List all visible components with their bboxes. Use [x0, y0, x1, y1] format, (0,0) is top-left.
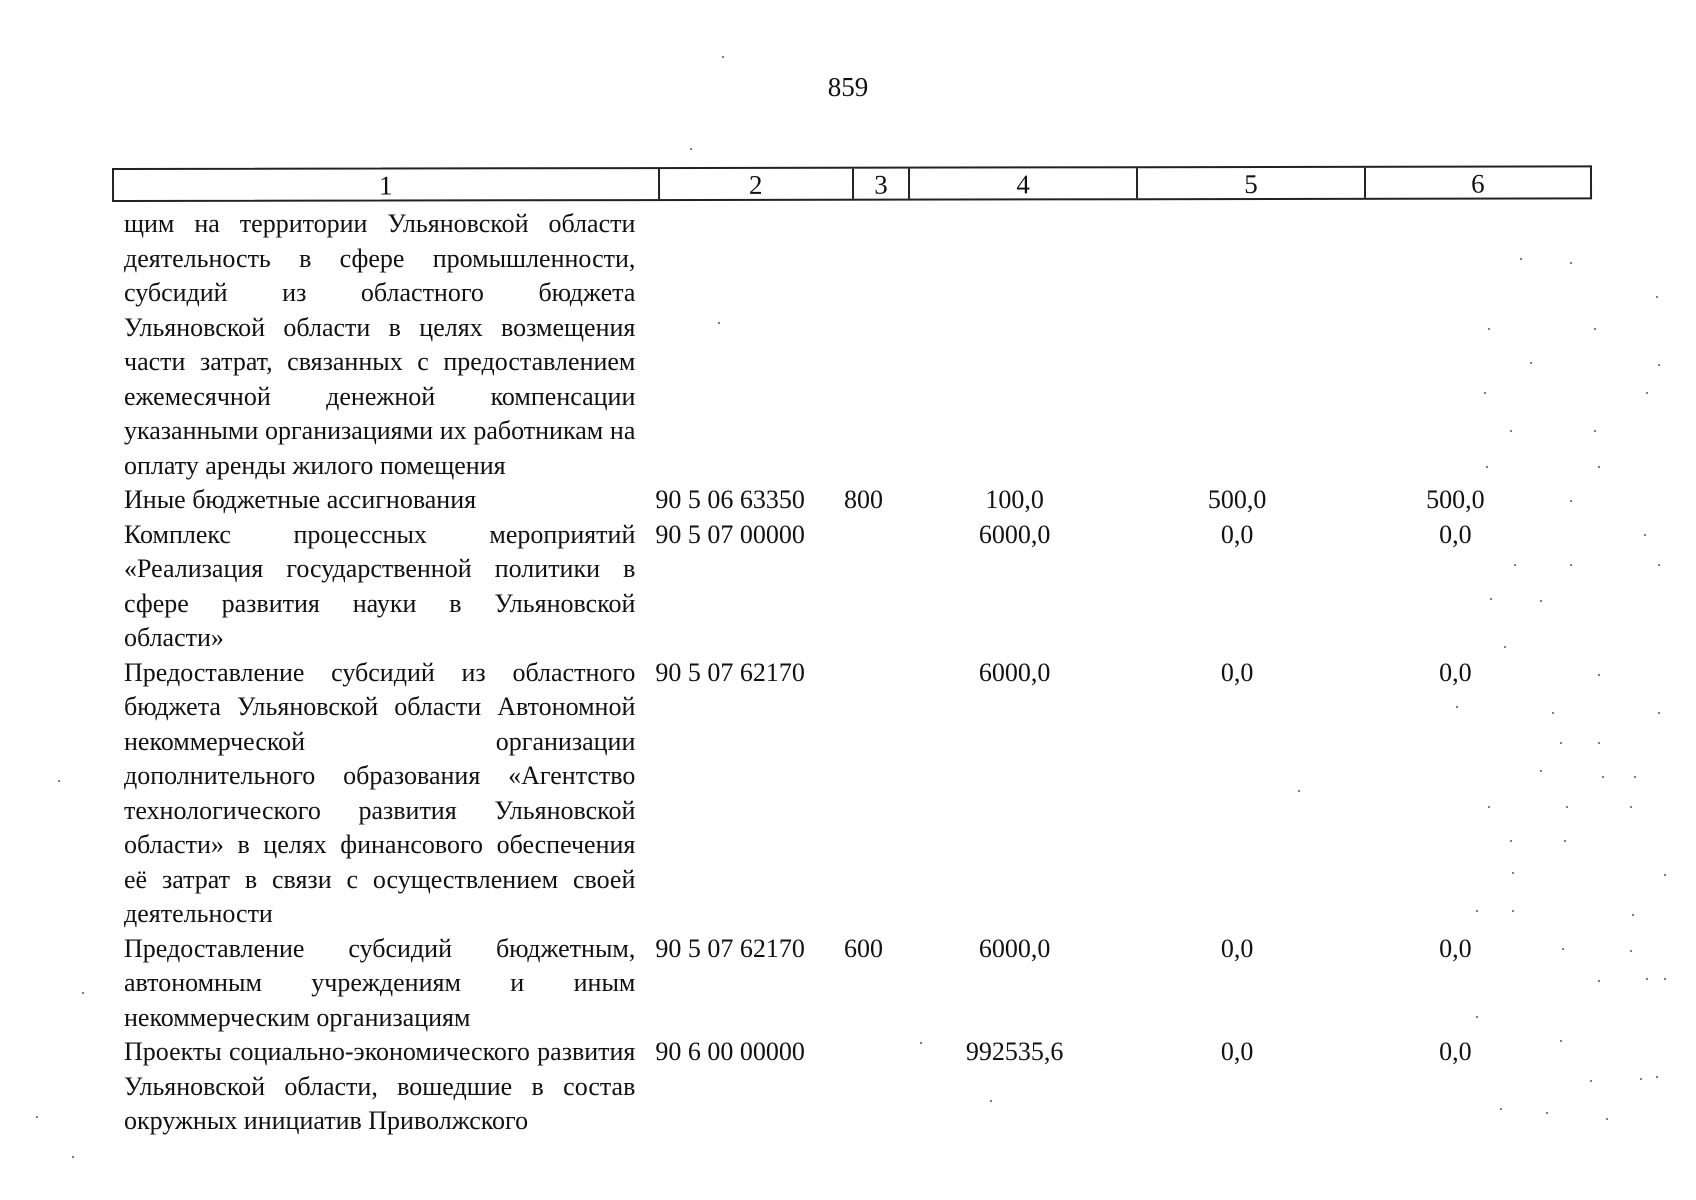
scan-speck	[1484, 392, 1486, 394]
scan-speck	[1658, 564, 1660, 566]
scan-speck	[1510, 840, 1512, 842]
row-description: Комплекс процессных мероприятий «Реализация государственной политики в сфере развития науки в Ульяновской области»	[124, 519, 636, 652]
scan-speck	[1664, 874, 1666, 876]
row-value-6: 0,0	[1439, 657, 1472, 687]
scan-speck	[1594, 430, 1596, 432]
scan-speck	[718, 322, 720, 324]
scan-speck	[72, 1156, 74, 1158]
table-row	[124, 518, 1564, 656]
scan-speck	[1658, 364, 1660, 366]
scan-speck	[1658, 712, 1660, 714]
row-code: 90 5 07 62170	[655, 657, 805, 687]
table-row	[124, 656, 1564, 932]
scan-speck	[1630, 950, 1632, 952]
header-col-2: 2	[660, 169, 855, 199]
header-col-5: 5	[1138, 168, 1365, 198]
scan-speck	[1594, 328, 1596, 330]
header-col-1: 1	[114, 169, 660, 200]
scan-speck	[1486, 466, 1488, 468]
row-value-5: 0,0	[1220, 519, 1254, 549]
scan-speck	[1570, 500, 1572, 502]
scan-speck	[1510, 430, 1512, 432]
table-row	[124, 932, 1564, 1036]
scan-speck	[1630, 806, 1632, 808]
page-number: 859	[827, 72, 869, 102]
scan-speck	[1476, 1016, 1478, 1018]
header-col-3: 3	[854, 169, 910, 199]
scan-speck	[1540, 600, 1542, 602]
row-value-4: 6000,0	[978, 933, 1051, 963]
scan-speck	[1664, 978, 1666, 980]
scan-speck	[1560, 742, 1562, 744]
scan-speck	[1656, 296, 1658, 298]
scan-speck	[1504, 646, 1506, 648]
scan-speck	[990, 1100, 992, 1102]
row-description: щим на территории Ульяновской области деятельность в сфере промышленности, субсидий из областного бюджета Ульяновской области в целях возмещения части затрат, связанных с предоставлением ежемесячной денежной компенсации указанными организациями их работникам на оплату аренды жилого помещения	[124, 209, 636, 480]
row-value-4: 992535,6	[965, 1037, 1064, 1066]
scan-speck	[920, 1042, 922, 1044]
scan-speck	[1570, 564, 1572, 566]
scan-speck	[1598, 674, 1600, 676]
row-value-5: 0,0	[1220, 1037, 1254, 1066]
scan-speck	[1520, 258, 1522, 260]
table-row	[124, 1035, 1564, 1139]
row-value-6: 0,0	[1439, 933, 1472, 963]
scan-speck	[1564, 840, 1566, 842]
scan-speck	[1500, 1108, 1502, 1110]
scan-speck	[1546, 1112, 1548, 1114]
row-description: Предоставление субсидий бюджетным, автономным учреждениям и иным некоммерческим организациям	[124, 933, 636, 1032]
row-value-4: 100,0	[985, 485, 1044, 514]
scan-speck	[1634, 776, 1636, 778]
scan-speck	[1598, 980, 1600, 982]
scan-speck	[690, 148, 692, 150]
row-value-5: 0,0	[1220, 933, 1254, 963]
scan-speck	[1646, 392, 1648, 394]
scan-speck	[1606, 1118, 1608, 1120]
row-code: 90 5 07 00000	[655, 519, 805, 549]
scan-speck	[1490, 598, 1492, 600]
row-code: 90 5 07 62170	[655, 933, 805, 963]
scan-speck	[58, 780, 60, 782]
scan-speck	[1632, 914, 1634, 916]
scan-speck	[1602, 776, 1604, 778]
scan-speck	[1646, 978, 1648, 980]
scan-speck	[1512, 910, 1514, 912]
row-type: 800	[844, 485, 884, 514]
row-value-5: 0,0	[1220, 657, 1254, 687]
header-col-6: 6	[1471, 168, 1485, 199]
row-value-6: 500,0	[1426, 485, 1485, 514]
scan-speck	[1488, 806, 1490, 808]
row-description: Предоставление субсидий из областного бюджета Ульяновской области Автономной некоммерческой организации дополнительного образования «Агентство технологического развития Ульяновской области» в целях финансового обеспечения её затрат в связи с осуществлением своей деятельности	[124, 657, 636, 928]
scan-speck	[82, 992, 84, 994]
row-value-6: 0,0	[1439, 519, 1472, 549]
scan-speck	[1530, 362, 1532, 364]
scan-speck	[1514, 564, 1516, 566]
row-type: 600	[844, 933, 884, 963]
scan-speck	[1640, 1078, 1642, 1080]
scan-speck	[1566, 806, 1568, 808]
scan-speck	[1488, 328, 1490, 330]
row-value-4: 6000,0	[978, 519, 1051, 549]
scan-speck	[1298, 790, 1300, 792]
scan-speck	[1562, 948, 1564, 950]
row-value-5: 500,0	[1207, 485, 1267, 514]
header-col-4: 4	[910, 168, 1138, 198]
scan-speck	[36, 1116, 38, 1118]
row-description: Иные бюджетные ассигнования	[124, 485, 477, 514]
row-code: 90 6 00 00000	[655, 1037, 805, 1066]
row-value-4: 6000,0	[978, 657, 1051, 687]
scan-speck	[1570, 262, 1572, 264]
scan-speck	[1598, 466, 1600, 468]
scan-speck	[1540, 770, 1542, 772]
row-code: 90 5 06 63350	[655, 485, 805, 514]
scan-speck	[1598, 742, 1600, 744]
row-description: Проекты социально-экономического развития Ульяновской области, вошедшие в состав окружных инициатив Приволжского	[124, 1037, 636, 1135]
scan-speck	[1560, 1040, 1562, 1042]
table-row	[124, 483, 1564, 518]
scan-speck	[1456, 706, 1458, 708]
scan-speck	[1644, 534, 1646, 536]
row-value-6: 0,0	[1439, 1037, 1472, 1066]
scan-speck	[1476, 910, 1478, 912]
scan-speck	[1656, 1076, 1658, 1078]
scan-speck	[1552, 712, 1554, 714]
scan-speck	[1590, 1080, 1592, 1082]
scan-speck	[722, 56, 724, 58]
scan-speck	[1512, 872, 1514, 874]
table-row	[124, 207, 1564, 483]
table-body	[124, 207, 1564, 1139]
table-header	[112, 165, 1592, 202]
